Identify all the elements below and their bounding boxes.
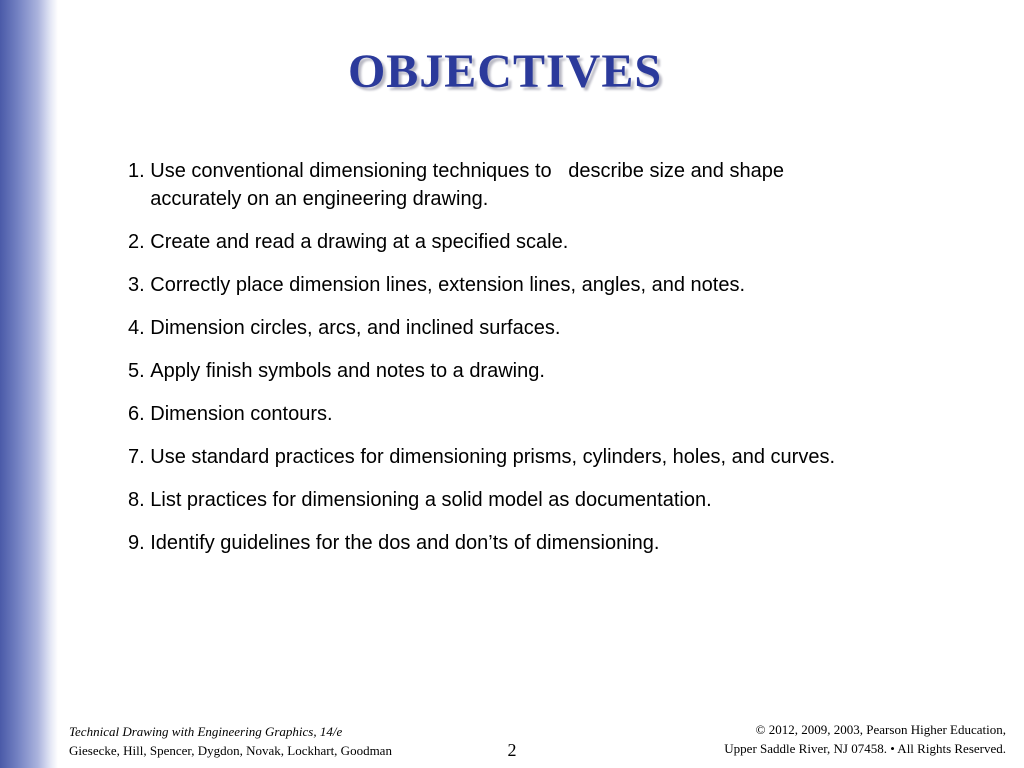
item-number: 4.: [128, 317, 151, 339]
page-number: 2: [507, 740, 517, 760]
list-item: [128, 271, 858, 299]
list-item: [128, 357, 858, 385]
item-number: 7.: [128, 446, 151, 468]
objectives-list: [128, 157, 858, 572]
item-text: Use conventional dimensioning techniques to describe size and shape accurately on an engineering drawing.: [150, 160, 790, 210]
item-number: 8.: [128, 489, 151, 511]
list-item: [128, 443, 858, 471]
list-item: [128, 486, 858, 514]
copyright-line-2: Upper Saddle River, NJ 07458. • All Rights Reserved.: [724, 741, 1006, 756]
item-number: 5.: [128, 360, 151, 382]
book-authors: Giesecke, Hill, Spencer, Dygdon, Novak, Lockhart, Goodman: [69, 743, 392, 758]
item-number: 6.: [128, 403, 151, 425]
item-text: Use standard practices for dimensioning prisms, cylinders, holes, and curves.: [150, 446, 835, 468]
slide-title: OBJECTIVES: [347, 45, 663, 98]
book-title: Technical Drawing with Engineering Graphics, 14/e: [69, 724, 343, 739]
item-number: 3.: [128, 274, 151, 296]
item-number: 2.: [128, 231, 151, 253]
list-item: [128, 529, 858, 557]
side-gradient-band: [0, 0, 58, 768]
list-item: [128, 228, 858, 256]
item-text: Dimension circles, arcs, and inclined surfaces.: [150, 317, 561, 339]
item-number: 1.: [128, 160, 151, 182]
item-text: Correctly place dimension lines, extension lines, angles, and notes.: [150, 274, 746, 296]
item-text: Create and read a drawing at a specified scale.: [150, 231, 569, 253]
footer-citation: [69, 722, 392, 760]
item-text: List practices for dimensioning a solid model as documentation.: [150, 489, 712, 511]
list-item: [128, 400, 858, 428]
item-text: Dimension contours.: [150, 403, 333, 425]
item-text: Identify guidelines for the dos and don’ts of dimensioning.: [150, 532, 660, 554]
item-number: 9.: [128, 532, 151, 554]
item-text: Apply finish symbols and notes to a drawing.: [150, 360, 545, 382]
copyright-line-1: © 2012, 2009, 2003, Pearson Higher Education,: [755, 722, 1006, 737]
footer-copyright: [724, 720, 1006, 758]
list-item: [128, 157, 858, 213]
list-item: [128, 314, 858, 342]
